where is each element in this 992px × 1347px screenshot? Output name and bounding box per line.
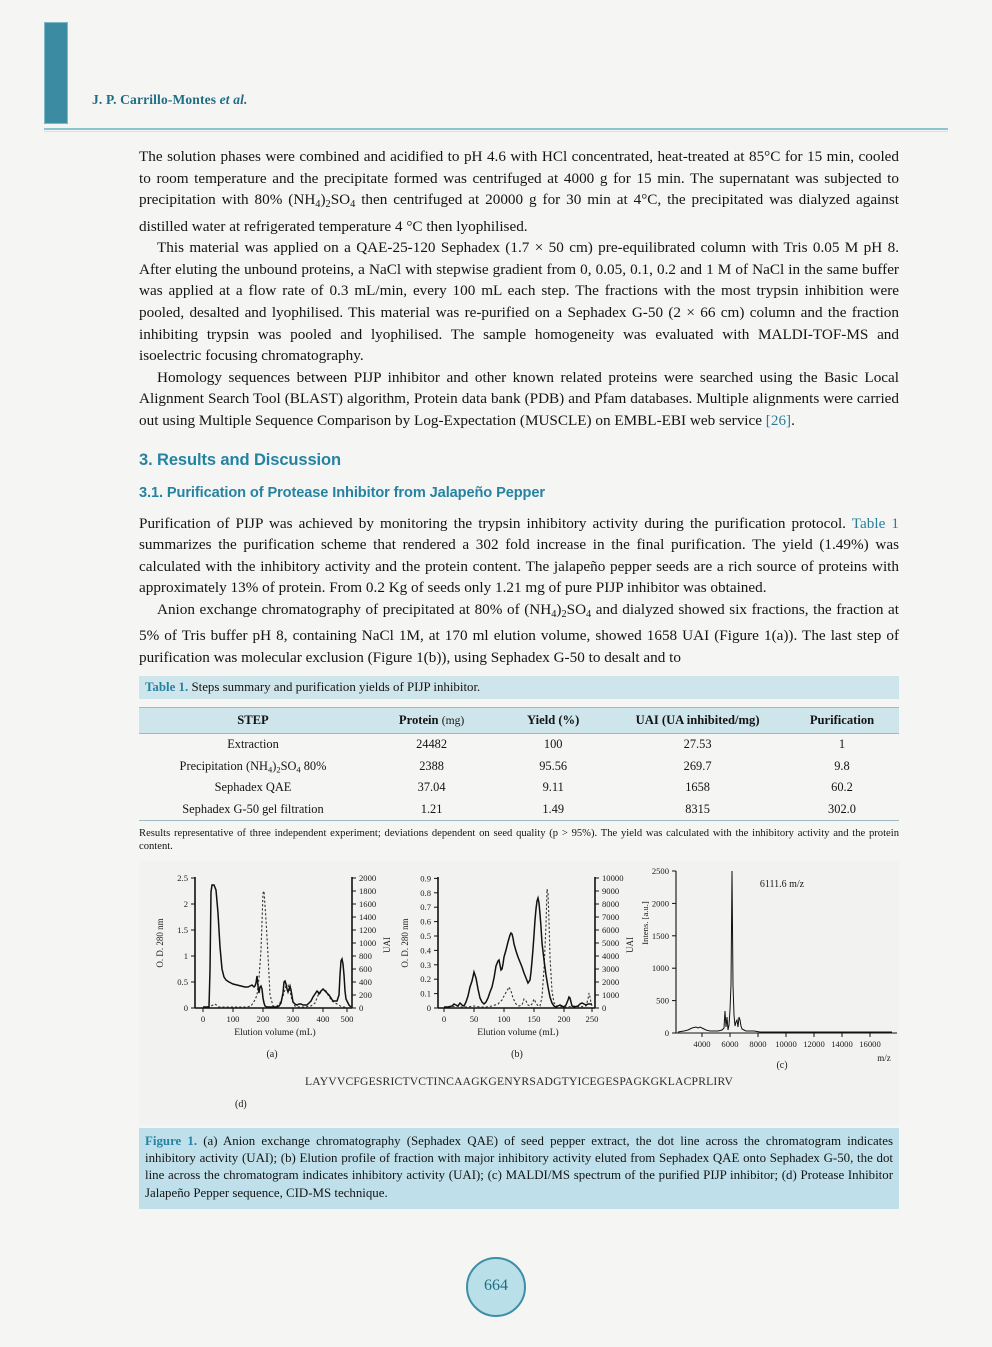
header-decorative-tab (44, 22, 68, 124)
svg-text:200: 200 (557, 1014, 571, 1024)
svg-text:50: 50 (469, 1014, 479, 1024)
paragraph-5: Anion exchange chromatography of precipitated at 80% of $(NH_4)_2SO_4$ and dialyzed showed six fractions, the fraction at 5% of Tris buffer pH 8, containing NaCl 1M, at 170 ml elution volume, showed 1658 UAI (Figure 1(a)). The last step of purification was molecular exclusion (Figure 1(b)), using Sephadex G-50 to desalt and to (139, 600, 899, 667)
svg-text:9000: 9000 (602, 886, 620, 896)
cell-uai: 8315 (610, 798, 785, 820)
running-head (0, 0, 992, 130)
cell-uai: 269.7 (683, 758, 712, 773)
col-header-protein-label: Protein (398, 713, 439, 727)
panel-a-label: (a) (266, 1049, 278, 1060)
svg-text:1: 1 (183, 951, 188, 961)
svg-text:1000: 1000 (602, 990, 620, 1000)
figure-1-caption (139, 1128, 899, 1209)
svg-text:0: 0 (602, 1003, 607, 1013)
svg-text:1500: 1500 (651, 930, 669, 941)
svg-text:400: 400 (316, 1014, 330, 1024)
running-head-etal: et al. (219, 92, 248, 107)
panel-b-xlabel: Elution volume (mL) (477, 1027, 559, 1038)
svg-text:0: 0 (183, 1003, 188, 1013)
svg-text:2000: 2000 (651, 898, 669, 909)
svg-text:0.1: 0.1 (420, 988, 431, 999)
panel-d-label: (d) (235, 1099, 247, 1110)
figure-1-panel-a (147, 865, 397, 1065)
table-1-head (139, 708, 899, 734)
table-row (139, 755, 899, 777)
table-header-row (139, 708, 899, 734)
cell-purification: 1 (838, 737, 846, 752)
col-header-yield: Yield (%) (496, 708, 610, 734)
running-head-author (92, 92, 248, 108)
svg-text:1600: 1600 (359, 899, 377, 909)
citation-link-26[interactable]: [26] (765, 412, 792, 430)
cell-step: Sephadex QAE (214, 780, 292, 795)
table-1-note: Results representative of three independent experiment; deviations dependent on seed quality (p > 95%). The yield was calculated with the inhibitory activity and the protein content. (139, 827, 899, 853)
svg-text:400: 400 (359, 977, 372, 987)
cell-purification: 9.8 (834, 758, 850, 773)
svg-text:250: 250 (585, 1014, 599, 1024)
figure-1-graphic (139, 861, 899, 1125)
figure-1-panel-c (632, 865, 899, 1075)
svg-text:7000: 7000 (602, 912, 620, 922)
table-1-body (139, 734, 899, 821)
svg-text:150: 150 (527, 1014, 541, 1024)
table-row (139, 734, 899, 756)
panel-c-label: (c) (776, 1060, 788, 1071)
svg-text:1400: 1400 (359, 912, 377, 922)
svg-text:14000: 14000 (831, 1039, 853, 1049)
table-1-link[interactable]: Table 1 (851, 514, 900, 532)
figure-1-caption-label: Figure 1. (145, 1134, 198, 1148)
cell-step: Extraction (227, 737, 279, 752)
svg-text:8000: 8000 (602, 899, 620, 909)
svg-text:1.5: 1.5 (177, 925, 188, 935)
cell-yield: 9.11 (542, 780, 564, 795)
paragraph-2-text: This material was applied on a QAE-25-120 Sephadex (1.7 × 50 cm) pre-equilibrated column with Tris 0.05 M pH 8. After eluting the unbound proteins, a NaCl with stepwise gradient from 0, 0.05, 0.1, 0.2 and 1 M of NaCl in the same buffer was applied at a flow rate of 0.3 mL/min, every 100 mL each step. The fractions with the most trypsin inhibition were pooled, desalted and lyophilised. This material was re-purified on a Sephadex G-50 (2 × 66 cm) column and the fraction inhibiting trypsin was pooled and lyophilised. The sample homogeneity was evaluated with MALDI-TOF-MS and isoelectric focusing chromatography. (139, 239, 899, 365)
cell-yield: 100 (543, 737, 563, 752)
col-header-step: STEP (139, 708, 367, 734)
panel-b-ylabel-left: O. D. 280 nm (400, 918, 410, 968)
table-row (139, 777, 899, 798)
cell-protein: 37.04 (417, 780, 446, 795)
svg-text:1000: 1000 (359, 938, 377, 948)
svg-text:6000: 6000 (602, 925, 620, 935)
panel-b-label: (b) (511, 1049, 523, 1060)
svg-text:2500: 2500 (651, 866, 669, 876)
cell-uai: 27.53 (683, 737, 712, 752)
svg-text:0: 0 (441, 1014, 447, 1024)
section-heading-results: 3. Results and Discussion (139, 450, 341, 469)
cell-protein: 2388 (419, 758, 444, 773)
table-1-caption (139, 676, 899, 699)
figure-1-panel-d-sequence: LAYVVCFGESRICTVCTINCAAGKGENYRSADGTYICEGESPAGKGKLACPRLIRV (304, 1075, 734, 1088)
paragraph-3-text-b: . (791, 412, 795, 430)
svg-text:100: 100 (497, 1014, 511, 1024)
svg-text:4000: 4000 (693, 1039, 711, 1049)
svg-text:5000: 5000 (602, 938, 620, 948)
panel-c-ylabel: Intens. [a.u.] (640, 901, 650, 945)
header-rule (44, 128, 948, 130)
cell-protein: 1.21 (367, 798, 496, 820)
table-1 (139, 707, 899, 821)
panel-a-ylabel-right: UAI (382, 937, 392, 953)
svg-text:0.3: 0.3 (420, 959, 431, 970)
svg-text:200: 200 (359, 990, 372, 1000)
table-1-caption-text: Steps summary and purification yields of PIJP inhibitor. (188, 680, 481, 694)
svg-text:4000: 4000 (602, 951, 620, 961)
svg-text:1000: 1000 (651, 963, 669, 974)
panel-c-xlabel: m/z (877, 1053, 891, 1063)
svg-text:2.5: 2.5 (177, 873, 188, 883)
svg-text:2000: 2000 (602, 977, 620, 987)
col-header-uai: UAI (UA inhibited/mg) (610, 708, 785, 734)
paragraph-3-text-a: Homology sequences between PIJP inhibitor and other known related proteins were searched using the Basic Local Alignment Search Tool (BLAST) algorithm, Protein data bank (PDB) and Pfam databases. Multiple alignments were carried out using Multiple Sequence Comparison by Log-Expectation (MUSCLE) on EMBL-EBI web service (139, 368, 899, 430)
svg-text:0.6: 0.6 (420, 916, 431, 927)
cell-uai: 1658 (685, 780, 710, 795)
svg-text:0.5: 0.5 (420, 931, 431, 941)
col-header-protein-unit: (mg) (441, 714, 465, 727)
svg-text:0: 0 (664, 1028, 669, 1038)
svg-text:10000: 10000 (602, 873, 624, 883)
svg-text:2: 2 (183, 899, 188, 909)
cell-step: Sephadex G-50 gel filtration (139, 798, 367, 820)
panel-c-peak-label: 6111.6 m/z (759, 879, 805, 890)
col-header-purification: Purification (785, 708, 899, 734)
svg-text:1200: 1200 (359, 925, 377, 935)
paragraph-4-text-a: Purification of PIJP was achieved by monitoring the trypsin inhibitory activity during the purification protocol. (139, 514, 852, 532)
page-number-badge: 664 (466, 1257, 526, 1317)
paragraph-2 (139, 237, 899, 367)
cell-purification: 60.2 (831, 780, 853, 795)
cell-purification: 302.0 (785, 798, 899, 820)
main-text-column (139, 146, 899, 669)
figure-1-caption-text: (a) Anion exchange chromatography (Sephadex QAE) of seed pepper extract, the dot line across the chromatogram indicates inhibitory activity (UAI); (b) Elution profile of fraction with major inhibitory activity eluted from Sephadex QAE onto Sephadex G-50, the dot line across the chromatogram indicates inhibitory activity (UAI); (c) MALDI/MS spectrum of the purified PIJP inhibitor; (d) Protease Inhibitor Jalapeño Pepper sequence, CID-MS technique. (145, 1134, 893, 1200)
cell-yield: 95.56 (539, 758, 568, 773)
cell-protein: 24482 (416, 737, 448, 752)
svg-text:0.9: 0.9 (420, 873, 431, 884)
svg-text:3000: 3000 (602, 964, 620, 974)
paragraph-4-text-b: summarizes the purification scheme that rendered a 302 fold increase in the final purification. The yield (1.49%) was calculated with the inhibitory activity and the protein content. The jalapeño pepper seeds are a rich source of proteins with approximately 13% of protein. From 0.2 Kg of seeds only 1.21 mg of pure PIJP inhibitor was obtained. (139, 536, 899, 597)
subsection-heading-purification: 3.1. Purification of Protease Inhibitor from Jalapeño Pepper (139, 484, 545, 501)
svg-text:1800: 1800 (359, 886, 377, 896)
paragraph-1: The solution phases were combined and acidified to pH 4.6 with HCl concentrated, heat-treated at 85°C for 15 min, cooled to room temperature and the precipitate formed was centrifuged at 4000 g for 15 min. The supernatant was subjected to precipitation with 80% $(NH_4)_2SO_4$ then centrifuged at 20000 g for 30 min at 4°C, the precipitated was dialyzed against distilled water at refrigerated temperature 4 °C then lyophilised. (139, 148, 900, 235)
svg-text:0.5: 0.5 (177, 977, 188, 987)
svg-text:0: 0 (426, 1003, 431, 1013)
figure-1-panel-b (392, 865, 642, 1065)
svg-text:600: 600 (359, 964, 372, 974)
svg-text:2000: 2000 (359, 873, 377, 883)
running-head-author-name: J. P. Carrillo-Montes (92, 92, 220, 107)
svg-text:12000: 12000 (803, 1039, 825, 1049)
cell-step: Precipitation $(NH_4)_2SO_4$ 80% (179, 758, 327, 774)
svg-text:0: 0 (359, 1003, 364, 1013)
svg-text:200: 200 (256, 1014, 270, 1024)
svg-text:0.8: 0.8 (420, 887, 431, 898)
svg-text:0.4: 0.4 (420, 945, 431, 956)
svg-text:800: 800 (359, 951, 372, 961)
svg-text:10000: 10000 (775, 1039, 797, 1049)
table-row (139, 798, 899, 820)
table-1-block (139, 676, 899, 854)
panel-b-ylabel-right: UAI (625, 937, 635, 953)
svg-text:6000: 6000 (721, 1039, 739, 1049)
svg-text:100: 100 (226, 1014, 240, 1024)
svg-text:0: 0 (200, 1014, 206, 1024)
svg-text:0.2: 0.2 (420, 974, 431, 985)
svg-text:8000: 8000 (749, 1039, 767, 1049)
svg-text:16000: 16000 (859, 1039, 881, 1049)
paragraph-4 (139, 513, 899, 599)
panel-a-ylabel-left: O. D. 280 nm (155, 918, 165, 968)
panel-a-xlabel: Elution volume (mL) (234, 1027, 316, 1038)
col-header-protein (367, 708, 496, 734)
svg-text:0.7: 0.7 (420, 902, 431, 913)
svg-text:300: 300 (286, 1014, 300, 1024)
cell-yield: 1.49 (496, 798, 610, 820)
svg-text:500: 500 (340, 1014, 354, 1024)
paragraph-3 (139, 367, 899, 432)
svg-text:500: 500 (656, 995, 669, 1006)
header-rule-thin (44, 131, 948, 132)
table-1-caption-label: Table 1. (145, 680, 189, 694)
